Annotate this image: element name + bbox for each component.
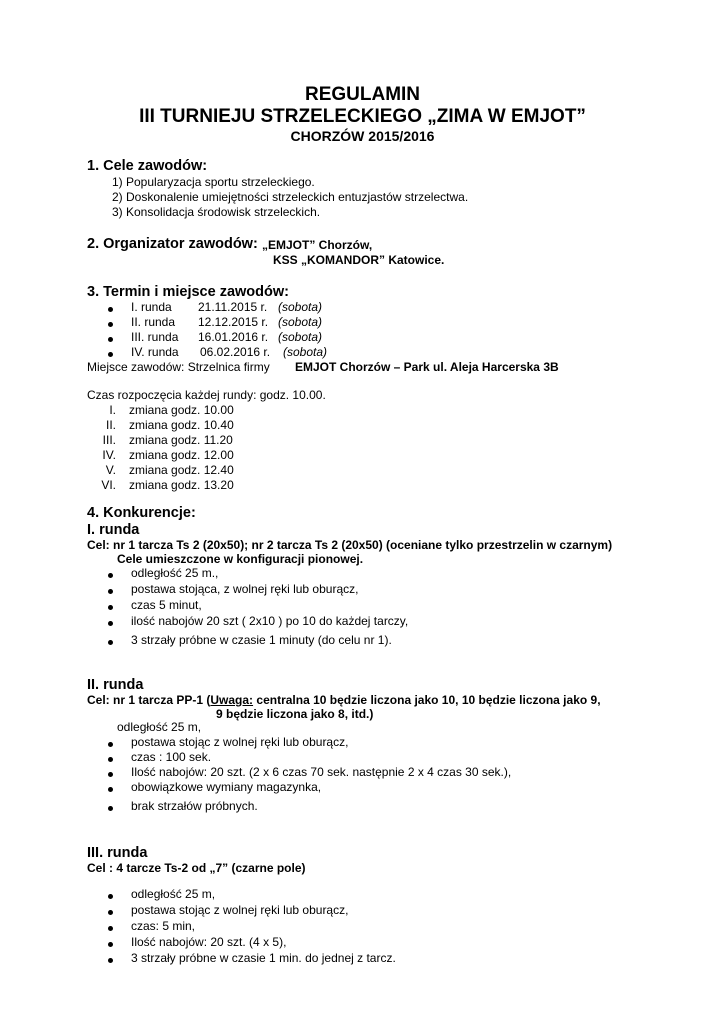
location-season: CHORZÓW 2015/2016	[290, 128, 435, 144]
bullet-icon	[108, 787, 113, 792]
bullet-icon	[108, 942, 113, 947]
bullet-icon	[108, 742, 113, 747]
section-1-heading: 1. Cele zawodów:	[87, 158, 208, 174]
rule-item: Ilość nabojów: 20 szt. (2 x 6 czas 70 sek. następnie 2 x 4 czas 30 sek.),	[131, 765, 512, 779]
bullet-icon	[108, 772, 113, 777]
round-2-target-start: Cel: nr 1 tarcza PP-1 (	[87, 693, 211, 707]
organizer-2: KSS „KOMANDOR” Katowice.	[273, 253, 445, 267]
rule-item: postawa stojąc z wolnej ręki lub oburącz,	[131, 735, 349, 749]
section-4-heading: 4. Konkurencje:	[87, 505, 196, 521]
rule-item: czas: 5 min,	[131, 919, 196, 933]
round-1-heading: I. runda	[87, 522, 140, 538]
round-1-target-note: Cele umieszczone w konfiguracji pionowej.	[117, 552, 364, 566]
rule-item: odległość 25 m.,	[131, 566, 219, 580]
round-date: 16.01.2016 r.	[198, 330, 269, 344]
bullet-icon	[108, 337, 113, 342]
rule-item: odległość 25 m,	[117, 720, 202, 734]
rule-item: postawa stojąc z wolnej ręki lub oburącz,	[131, 903, 349, 917]
round-2-heading: II. runda	[87, 677, 144, 693]
round-3-target: Cel : 4 tarcze Ts-2 od „7” (czarne pole)	[87, 861, 306, 875]
rule-item: Ilość nabojów: 20 szt. (4 x 5),	[131, 935, 287, 949]
bullet-icon	[108, 589, 113, 594]
rule-item: obowiązkowe wymiany magazynka,	[131, 780, 322, 794]
bullet-icon	[108, 573, 113, 578]
round-2-target-cont: 9 będzie liczona jako 8, itd.)	[216, 707, 374, 721]
document-title: REGULAMIN	[304, 84, 421, 105]
rule-item: ilość nabojów 20 szt ( 2x10 ) po 10 do każdej tarczy,	[131, 614, 409, 628]
shift-time: zmiana godz. 11.20	[129, 433, 233, 447]
round-day: (sobota)	[278, 315, 323, 329]
bullet-icon	[108, 352, 113, 357]
venue-value: EMJOT Chorzów – Park ul. Aleja Harcerska 3B	[295, 360, 559, 374]
shift-time: zmiana godz. 12.00	[129, 448, 234, 462]
start-time: Czas rozpoczęcia każdej rundy: godz. 10.00.	[87, 388, 326, 402]
round-date: 12.12.2015 r.	[198, 315, 269, 329]
goal-item: 2) Doskonalenie umiejętności strzeleckich entuzjastów strzelectwa.	[112, 190, 469, 204]
round-name: IV. runda	[131, 345, 179, 359]
rule-item: postawa stojąca, z wolnej ręki lub oburącz,	[131, 582, 359, 596]
shift-time: zmiana godz. 10.40	[129, 418, 234, 432]
rule-item: odległość 25 m,	[131, 887, 216, 901]
round-date: 21.11.2015 r.	[198, 300, 268, 314]
note-label: Uwaga:	[210, 693, 254, 707]
bullet-icon	[108, 322, 113, 327]
shift-number: IV.	[102, 448, 116, 462]
rule-item: brak strzałów próbnych.	[131, 799, 258, 813]
bullet-icon	[108, 640, 113, 645]
bullet-icon	[108, 806, 113, 811]
bullet-icon	[108, 621, 113, 626]
rule-item: 3 strzały próbne w czasie 1 minuty (do celu nr 1).	[131, 633, 392, 647]
round-day: (sobota)	[278, 300, 323, 314]
rule-item: czas : 100 sek.	[131, 750, 212, 764]
rule-item: 3 strzały próbne w czasie 1 min. do jednej z tarcz.	[131, 951, 396, 965]
round-name: III. runda	[131, 330, 179, 344]
bullet-icon	[108, 910, 113, 915]
rule-item: czas 5 minut,	[131, 598, 202, 612]
round-day: (sobota)	[283, 345, 328, 359]
shift-number: I.	[109, 403, 116, 417]
section-2-heading: 2. Organizator zawodów:	[87, 236, 258, 252]
goal-item: 1) Popularyzacja sportu strzeleckiego.	[112, 175, 315, 189]
section-3-heading: 3. Termin i miejsce zawodów:	[87, 284, 289, 300]
bullet-icon	[108, 307, 113, 312]
round-1-target: Cel: nr 1 tarcza Ts 2 (20x50); nr 2 tarcza Ts 2 (20x50) (oceniane tylko przestrzelin w czarnym)	[87, 538, 613, 552]
bullet-icon	[108, 958, 113, 963]
round-2-target-rest: centralna 10 będzie liczona jako 10, 10 będzie liczona jako 9,	[253, 693, 601, 707]
bullet-icon	[108, 605, 113, 610]
organizer-1: „EMJOT” Chorzów,	[262, 238, 373, 252]
bullet-icon	[108, 757, 113, 762]
venue-label: Miejsce zawodów: Strzelnica firmy	[87, 360, 270, 374]
round-2-target	[87, 693, 601, 707]
shift-time: zmiana godz. 10.00	[129, 403, 234, 417]
round-name: I. runda	[131, 300, 172, 314]
round-day: (sobota)	[278, 330, 323, 344]
bullet-icon	[108, 926, 113, 931]
round-3-heading: III. runda	[87, 845, 148, 861]
shift-time: zmiana godz. 13.20	[129, 478, 234, 492]
round-name: II. runda	[131, 315, 176, 329]
shift-number: VI.	[101, 478, 116, 492]
round-date: 06.02.2016 r.	[200, 345, 271, 359]
goal-item: 3) Konsolidacja środowisk strzeleckich.	[112, 205, 321, 219]
tournament-name: III TURNIEJU STRZELECKIEGO „ZIMA W EMJOT”	[139, 106, 586, 127]
shift-number: V.	[105, 463, 116, 477]
bullet-icon	[108, 894, 113, 899]
shift-number: III.	[102, 433, 116, 447]
shift-number: II.	[105, 418, 116, 432]
shift-time: zmiana godz. 12.40	[129, 463, 234, 477]
